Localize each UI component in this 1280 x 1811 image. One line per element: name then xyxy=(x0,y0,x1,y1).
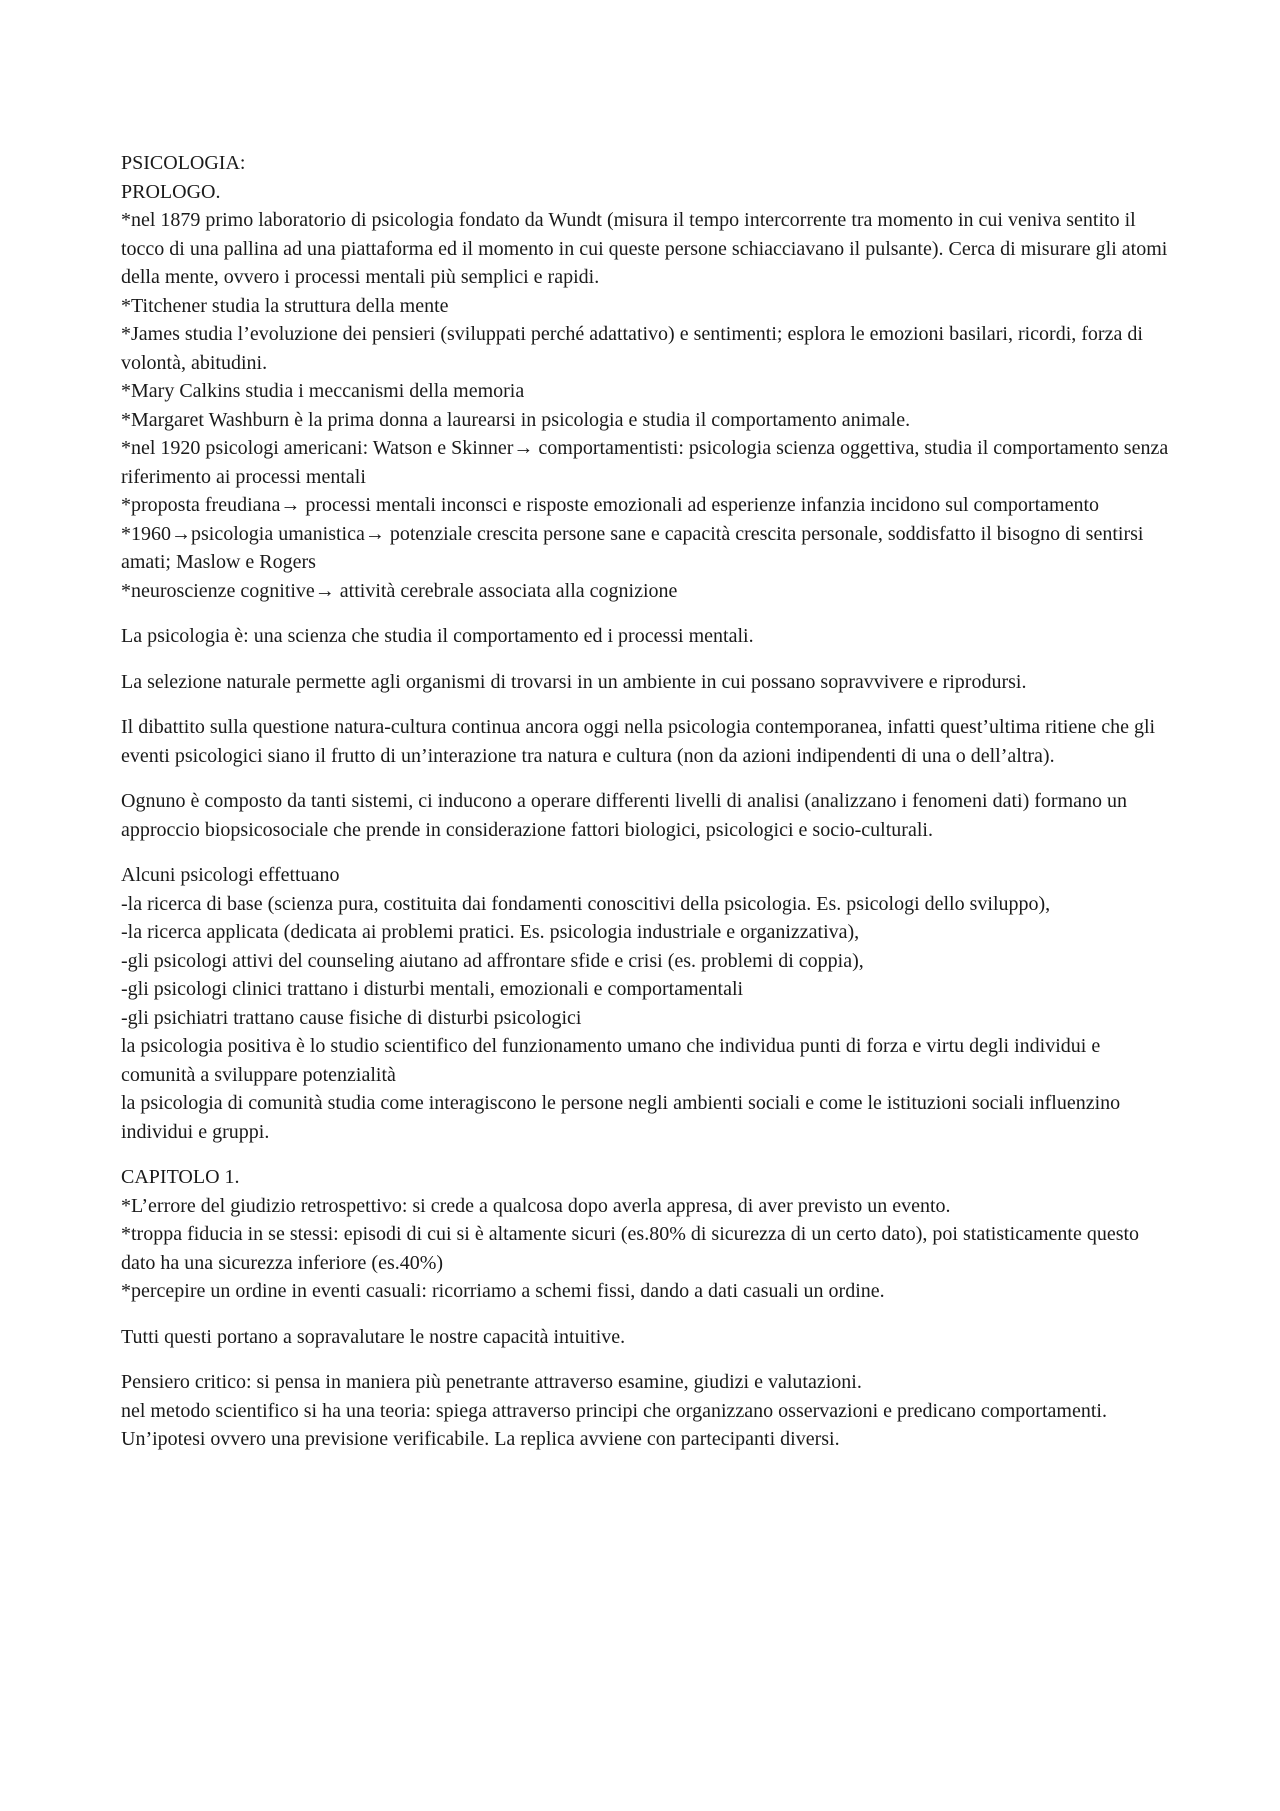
text-line: -gli psicologi clinici trattano i disturbi mentali, emozionali e comportamentali xyxy=(121,978,744,1000)
text-line: PROLOGO. xyxy=(121,180,221,203)
text-line: la psicologia di comunità studia come interagiscono le persone negli ambienti sociali e come le istituzioni sociali influenzino individui e gruppi. xyxy=(121,1092,1121,1143)
paragraph xyxy=(121,622,1171,651)
text-line: CAPITOLO 1. xyxy=(121,1166,240,1188)
text-line: *neuroscienze cognitive→ attività cerebrale associata alla cognizione xyxy=(121,579,678,602)
text-line: *1960→psicologia umanistica→ potenziale crescita persone sane e capacità crescita personale, soddisfatto il bisogno di sentirsi amati; Maslow e Rogers xyxy=(121,522,1144,573)
text-line: Pensiero critico: si pensa in maniera più penetrante attraverso esamine, giudizi e valutazioni. xyxy=(121,1371,862,1393)
text-line: *nel 1879 primo laboratorio di psicologia fondato da Wundt (misura il tempo intercorrente tra momento in cui veniva sentito il tocco di una pallina ad una piattaforma ed il momento in cui queste persone schiacciavano il pulsante). Cerca di misurare gli atomi della mente, ovvero i processi mentali più semplici e rapidi. xyxy=(121,209,1168,288)
paragraph xyxy=(121,1323,1171,1352)
text-line: -la ricerca di base (scienza pura, costituita dai fondamenti conoscitivi della psicologia. Es. psicologi dello sviluppo), xyxy=(121,892,1051,915)
text-line: La selezione naturale permette agli organismi di trovarsi in un ambiente in cui possano sopravvivere e riprodursi. xyxy=(121,670,1027,693)
paragraph xyxy=(121,668,1171,697)
text-line: *Mary Calkins studia i meccanismi della memoria xyxy=(121,380,525,402)
text-line: *James studia l’evoluzione dei pensieri (sviluppati perché adattativo) e sentimenti; esplora le emozioni basilari, ricordi, forza di volontà, abitudini. xyxy=(121,323,1143,374)
text-line: *percepire un ordine in eventi casuali: ricorriamo a schemi fissi, dando a dati casuali un ordine. xyxy=(121,1280,885,1302)
document-body xyxy=(121,149,1171,1471)
text-line: PSICOLOGIA: xyxy=(121,152,246,174)
paragraph xyxy=(121,1163,1171,1306)
text-line: Tutti questi portano a sopravalutare le nostre capacità intuitive. xyxy=(121,1325,626,1348)
text-line: *troppa fiducia in se stessi: episodi di cui si è altamente sicuri (es.80% di sicurezza di un certo dato), poi statisticamente questo dato ha una sicurezza inferiore (es.40%) xyxy=(121,1223,1140,1274)
text-line: -gli psicologi attivi del counseling aiutano ad affrontare sfide e crisi (es. problemi di coppia), xyxy=(121,949,864,972)
text-line: Il dibattito sulla questione natura-cultura continua ancora oggi nella psicologia contemporanea, infatti quest’ultima ritiene che gli eventi psicologici siano il frutto di un’interazione tra natura e cultura (non da azioni indipendenti di una o dell’altra). xyxy=(121,716,1156,767)
text-line: -la ricerca applicata (dedicata ai problemi pratici. Es. psicologia industriale e organizzativa), xyxy=(121,921,860,943)
text-line: *L’errore del giudizio retrospettivo: si crede a qualcosa dopo averla appresa, di aver previsto un evento. xyxy=(121,1194,951,1217)
paragraph xyxy=(121,787,1171,844)
text-line: *proposta freudiana→ processi mentali inconsci e risposte emozionali ad esperienze infanzia incidono sul comportamento xyxy=(121,494,1100,516)
paragraph xyxy=(121,149,1171,605)
text-line: *Margaret Washburn è la prima donna a laurearsi in psicologia e studia il comportamento animale. xyxy=(121,408,911,431)
text-line: *nel 1920 psicologi americani: Watson e Skinner→ comportamentisti: psicologia scienza oggettiva, studia il comportamento senza riferimento ai processi mentali xyxy=(121,437,1169,488)
text-line: *Titchener studia la struttura della mente xyxy=(121,294,449,317)
text-line: nel metodo scientifico si ha una teoria: spiega attraverso principi che organizzano osservazioni e predicano comportamenti. Un’ipotesi ovvero una previsione verificabile. La replica avviene con partecipanti diversi. xyxy=(121,1399,1107,1450)
text-line: Ognuno è composto da tanti sistemi, ci inducono a operare differenti livelli di analisi (analizzano i fenomeni dati) formano un approccio biopsicosociale che prende in considerazione fattori biologici, psicologici e socio-culturali. xyxy=(121,790,1127,841)
text-line: Alcuni psicologi effettuano xyxy=(121,864,340,886)
paragraph xyxy=(121,713,1171,770)
text-line: La psicologia è: una scienza che studia il comportamento ed i processi mentali. xyxy=(121,625,754,647)
text-line: la psicologia positiva è lo studio scientifico del funzionamento umano che individua punti di forza e virtu degli individui e comunità a sviluppare potenzialità xyxy=(121,1035,1101,1086)
paragraph xyxy=(121,1368,1171,1454)
paragraph xyxy=(121,861,1171,1146)
text-line: -gli psichiatri trattano cause fisiche di disturbi psicologici xyxy=(121,1006,582,1029)
